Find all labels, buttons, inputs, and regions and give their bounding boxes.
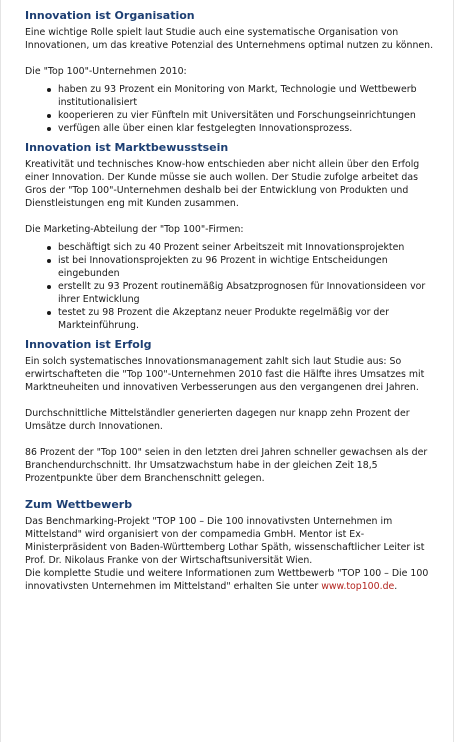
section-organisation (25, 9, 439, 135)
bullet-list (25, 241, 439, 332)
section-marktbewusstsein (25, 141, 439, 332)
closing-paragraph (25, 567, 439, 593)
section-heading: Innovation ist Organisation (25, 9, 195, 22)
closing-period: . (394, 581, 398, 592)
paragraph: Eine wichtige Rolle spielt laut Studie auch eine systematische Organisation von Innovationen, um das kreative Potenzial des Unternehmens optimal nutzen zu können. (25, 27, 434, 51)
section-heading: Zum Wettbewerb (25, 498, 133, 511)
list-item: beschäftigt sich zu 40 Prozent seiner Arbeitszeit mit Innovationsprojekten (47, 241, 439, 254)
paragraph: Die Marketing-Abteilung der "Top 100"-Firmen: (25, 224, 244, 235)
section-heading: Innovation ist Erfolg (25, 338, 152, 351)
closing-text: Die komplette Studie und weitere Informationen zum Wettbewerb "TOP 100 – Die 100 innovativsten Unternehmen im Mittelstand" erhalten Sie unter (25, 568, 429, 592)
list-item: haben zu 93 Prozent ein Monitoring von Markt, Technologie und Wettbewerb institutionalisiert (47, 83, 439, 109)
list-item: kooperieren zu vier Fünfteln mit Universitäten und Forschungseinrichtungen (47, 109, 439, 122)
list-item: testet zu 98 Prozent die Akzeptanz neuer Produkte regelmäßig vor der Markteinführung. (47, 306, 439, 332)
paragraph: 86 Prozent der "Top 100" seien in den letzten drei Jahren schneller gewachsen als der Branchendurchschnitt. Ihr Umsatzwachstum habe in der gleichen Zeit 18,5 Prozentpunkte über dem Branchenschnitt gelegen. (25, 447, 428, 484)
list-item: verfügen alle über einen klar festgelegten Innovationsprozess. (47, 122, 439, 135)
section-heading: Innovation ist Marktbewusstsein (25, 141, 229, 154)
paragraph: Das Benchmarking-Projekt "TOP 100 – Die 100 innovativsten Unternehmen im Mittelstand" wird organisiert von der compamedia GmbH. Mentor ist Ex-Ministerpräsident von Baden-Württemberg Lothar Späth, wissenschaftlicher Leiter ist Prof. Dr. Nikolaus Franke von der Wirtschaftsuniversität Wien. (25, 516, 425, 566)
paragraph: Durchschnittliche Mittelständler generierten dagegen nur knapp zehn Prozent der Umsätze durch Innovationen. (25, 408, 410, 432)
section-erfolg (25, 338, 439, 485)
section-wettbewerb (25, 498, 439, 593)
paragraph: Kreativität und technisches Know-how entschieden aber nicht allein über den Erfolg einer Innovation. Der Kunde müsse sie auch wollen. Der Studie zufolge arbeitet das Gros der "Top 100"-Unternehmen deshalb bei der Entwicklung von Produkten und Dienstleistungen eng mit Kunden zusammen. (25, 159, 420, 209)
list-item: ist bei Innovationsprojekten zu 96 Prozent in wichtige Entscheidungen eingebunden (47, 254, 439, 280)
paragraph: Die "Top 100"-Unternehmen 2010: (25, 66, 187, 77)
website-link[interactable]: www.top100.de (321, 581, 395, 592)
list-item: erstellt zu 93 Prozent routinemäßig Absatzprognosen für Innovationsideen vor ihrer Entwicklung (47, 280, 439, 306)
paragraph: Ein solch systematisches Innovationsmanagement zahlt sich laut Studie aus: So erwirtschafteten die "Top 100"-Unternehmen 2010 fast die Hälfte ihres Umsatzes mit Marktneuheiten und innovativen Verbesserungen aus den vergangenen drei Jahren. (25, 356, 425, 393)
bullet-list (25, 83, 439, 135)
